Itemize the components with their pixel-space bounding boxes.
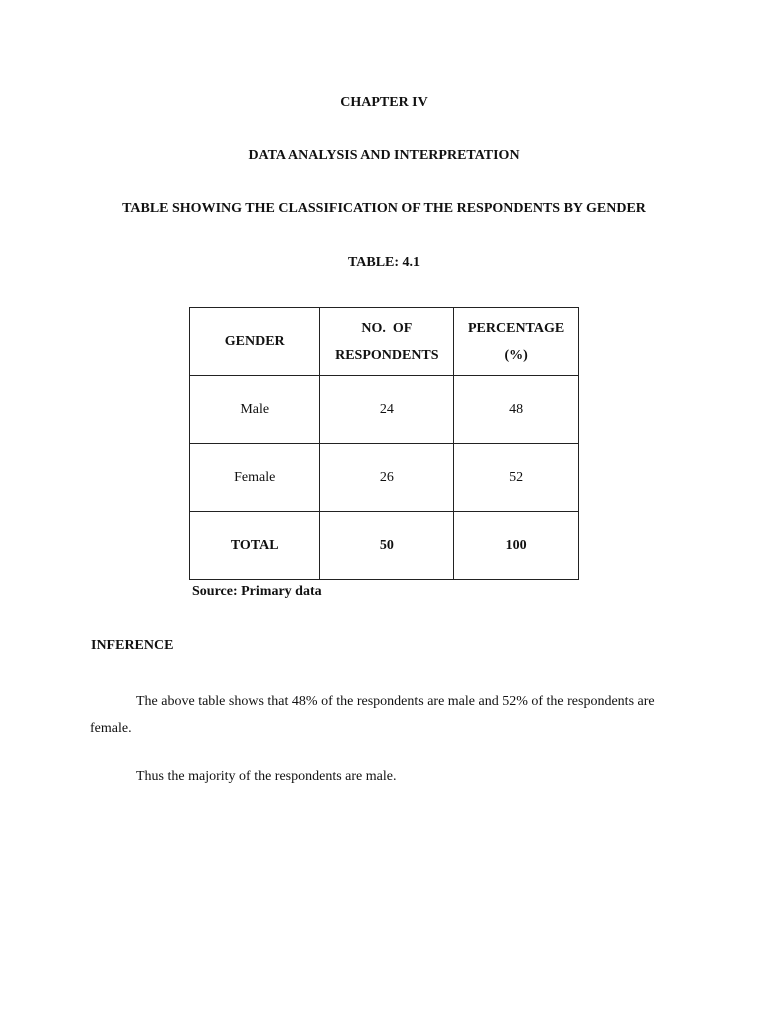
header-percentage-line2: (%) — [504, 347, 528, 363]
table-title: TABLE SHOWING THE CLASSIFICATION OF THE RESPONDENTS BY GENDER — [122, 201, 646, 216]
gender-table — [189, 307, 579, 580]
row-male-respondents: 24 — [320, 376, 454, 444]
header-respondents-line1: NO. OF — [361, 320, 413, 336]
chapter-title: CHAPTER IV — [340, 95, 428, 110]
total-label: TOTAL — [190, 512, 320, 580]
inference-paragraph-2: Thus the majority of the respondents are male. — [136, 769, 397, 784]
total-respondents: 50 — [320, 512, 454, 580]
header-percentage-line1: PERCENTAGE — [468, 320, 565, 336]
row-female-respondents: 26 — [320, 444, 454, 512]
row-female-percentage: 52 — [454, 444, 579, 512]
header-respondents-line2: RESPONDENTS — [335, 347, 439, 363]
table-header-row — [190, 308, 579, 376]
inference-paragraph-1: The above table shows that 48% of the respondents are male and 52% of the respondents are female. — [90, 694, 655, 736]
table-number: TABLE: 4.1 — [347, 255, 421, 270]
row-male-percentage: 48 — [454, 376, 579, 444]
header-percentage — [454, 308, 579, 376]
row-female-gender: Female — [190, 444, 320, 512]
header-respondents — [320, 308, 454, 376]
row-male-gender: Male — [190, 376, 320, 444]
table-row — [190, 376, 579, 444]
table-row — [190, 444, 579, 512]
header-gender: GENDER — [190, 308, 320, 376]
table-total-row — [190, 512, 579, 580]
section-heading: DATA ANALYSIS AND INTERPRETATION — [248, 148, 520, 163]
table-source: Source: Primary data — [192, 584, 322, 599]
inference-heading: INFERENCE — [91, 638, 174, 653]
total-percentage: 100 — [454, 512, 579, 580]
